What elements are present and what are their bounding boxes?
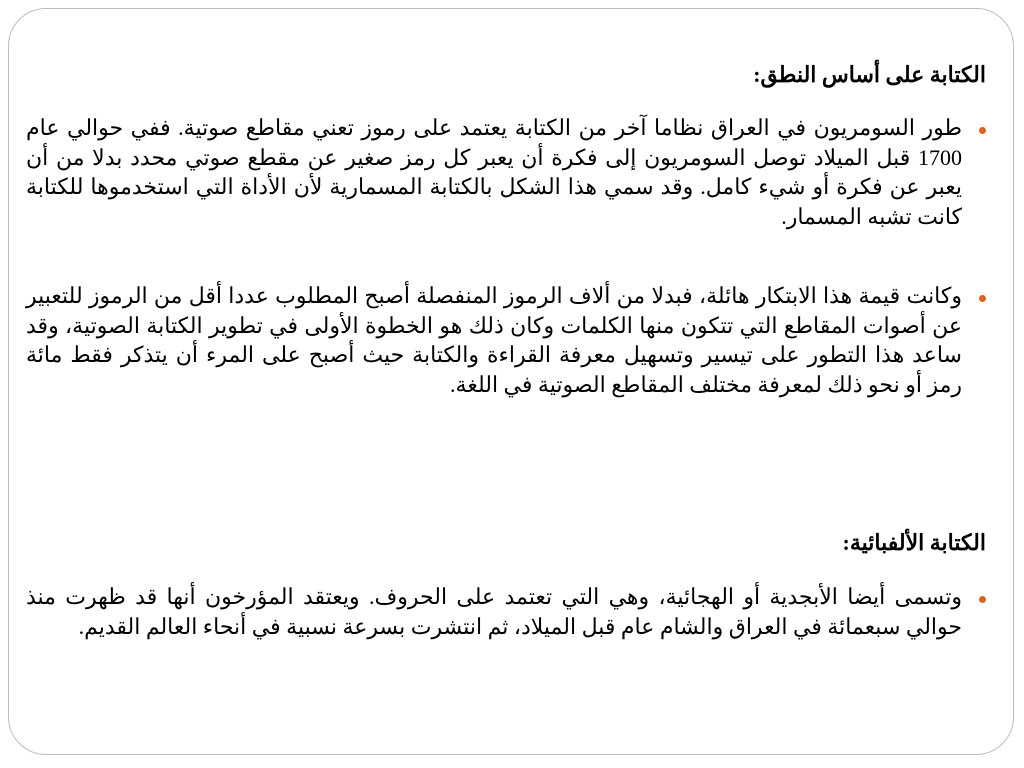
- section-heading-phonetic-writing: الكتابة على أساس النطق:: [753, 62, 986, 87]
- bullet-text: طور السومريون في العراق نظاما آخر من الكتابة يعتمد على رموز تعني مقاطع صوتية. ففي حوالي عام 1700 قبل الميلاد توصل السومريون إلى فكرة أن يعبر كل رمز صغير عن مقطع صوتي محدد بدلا من أن يعبر عن فكرة أو شيء كامل. وقد سمي هذا الشكل بالكتابة المسمارية لأن الأداة التي استخدموها للكتابة كانت تشبه المسمار.: [26, 115, 962, 229]
- bullet-dot-icon: [979, 295, 986, 302]
- bullet-text: وكانت قيمة هذا الابتكار هائلة، فبدلا من ألاف الرموز المنفصلة أصبح المطلوب عددا أقل من الرموز للتعبير عن أصوات المقاطع التي تتكون منها الكلمات وكان ذلك هو الخطوة الأولى في تطوير الكتابة الصوتية، وقد ساعد هذا التطور على تيسير وتسهيل معرفة القراءة والكتابة حيث أصبح على المرء أن يتذكر فقط مائة رمز أو نحو ذلك لمعرفة مختلف المقاطع الصوتية في اللغة.: [26, 283, 962, 397]
- bullet-dot-icon: [979, 596, 986, 603]
- bullet-text: وتسمى أيضا الأبجدية أو الهجائية، وهي التي تعتمد على الحروف. ويعتقد المؤرخون أنها قد ظهرت منذ حوالي سبعمائة في العراق والشام عام قبل الميلاد، ثم انتشرت بسرعة نسبية في أنحاء العالم القديم.: [26, 584, 962, 639]
- section-heading-alphabetic-writing: الكتابة الألفبائية:: [842, 530, 986, 555]
- list-item: [26, 113, 986, 231]
- bullet-dot-icon: [979, 127, 986, 134]
- list-item: [26, 582, 986, 641]
- list-item: [26, 281, 986, 399]
